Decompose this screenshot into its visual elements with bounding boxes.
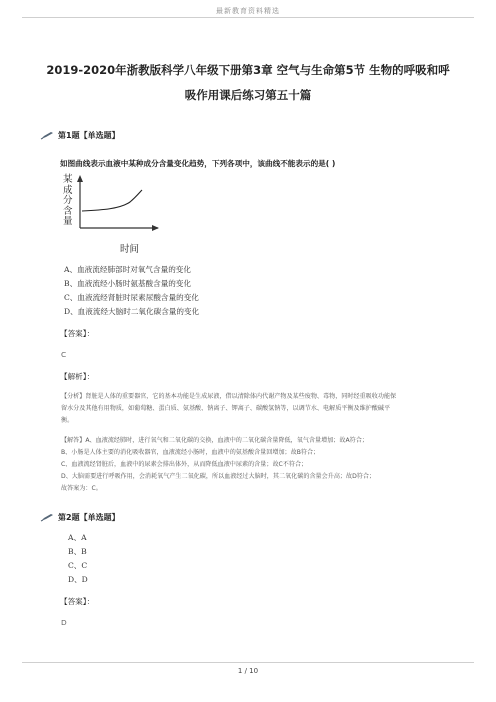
question-2-heading bbox=[40, 512, 120, 523]
option-c: C、血液流经肾脏时尿素尿酸含量的变化 bbox=[64, 293, 199, 302]
document-title-line-1: 2019-2020年浙教版科学八年级下册第3章 空气与生命第5节 生物的呼吸和呼 bbox=[46, 63, 450, 77]
q2-option-c: C、C bbox=[68, 561, 88, 570]
q2-option-d: D、D bbox=[68, 575, 88, 584]
explanation-line-4: 【解答】A、血液流经肺时，进行氧气和二氧化碳的交换，血液中的二氧化碳含量降低，氧气含量增加；故A符合； bbox=[61, 437, 368, 444]
question-1-text: 如图曲线表示血液中某种成分含量变化趋势，下列各项中，该曲线不能表示的是( ) bbox=[60, 159, 336, 168]
explanation-line-2: 留水分及其他有用物质，如葡萄糖、蛋白质、氨基酸、钠离子、钾离子、碳酸氢钠等，以调节水、电解质平衡及维护酸碱平 bbox=[61, 405, 391, 412]
footer-divider bbox=[22, 662, 474, 663]
answer-label: 【答案】： bbox=[60, 329, 95, 338]
q2-answer-label: 【答案】： bbox=[60, 597, 95, 606]
analysis-label: 【解析】： bbox=[60, 372, 95, 381]
document-title-line-2: 吸作用课后练习第五十篇 bbox=[184, 88, 312, 102]
figure-x-label: 时间 bbox=[120, 244, 140, 255]
q2-option-b: B、B bbox=[68, 547, 87, 556]
question-2-heading-text: 第2题【单选题】 bbox=[58, 513, 120, 522]
q2-answer-value: D bbox=[61, 618, 67, 627]
question-1-figure bbox=[62, 172, 162, 250]
answer-value: C bbox=[61, 350, 67, 359]
y-axis-arrow bbox=[77, 175, 83, 182]
page-header: 最新教育资料精选 bbox=[216, 7, 280, 15]
explanation-line-8: 故答案为：C。 bbox=[61, 485, 102, 492]
option-a: A、血液流经肺部时对氧气含量的变化 bbox=[64, 265, 191, 274]
pen-icon bbox=[40, 131, 54, 140]
explanation-line-5: B、小肠是人体主要的消化吸收器官，血液流经小肠时，血液中的氨基酸含量回增加；故B符合； bbox=[61, 449, 320, 456]
page-number: 1 / 10 bbox=[237, 667, 259, 675]
trend-curve bbox=[82, 190, 142, 211]
q2-option-a: A、A bbox=[68, 533, 87, 542]
option-b: B、血液流经小肠时氨基酸含量的变化 bbox=[64, 279, 192, 288]
question-1-heading bbox=[40, 130, 120, 141]
figure-y-label: 某成分含量 bbox=[63, 174, 73, 227]
explanation-line-6: C、血液流经肾脏后，血液中的尿素会排出体外，从而降低血液中尿素的含量；故C不符合； bbox=[61, 461, 308, 468]
option-d: D、血液流经大脑时二氧化碳含量的变化 bbox=[64, 307, 200, 316]
header-divider bbox=[22, 17, 474, 18]
explanation-line-1: 【分析】肾脏是人体的重要器官，它的基本功能是生成尿液，借以清除体内代谢产物及某些废物、毒物，同时经重吸收功能保 bbox=[61, 393, 397, 400]
explanation-line-3: 衡。 bbox=[61, 417, 74, 424]
x-axis-arrow bbox=[152, 225, 159, 231]
pen-icon bbox=[40, 513, 54, 522]
question-1-heading-text: 第1题【单选题】 bbox=[58, 131, 120, 140]
explanation-line-7: D、大脑需要进行呼吸作用，会消耗氧气产生二氧化碳，所以血液经过大脑时，其二氧化碳的含量会升高；故D符合； bbox=[61, 473, 376, 480]
